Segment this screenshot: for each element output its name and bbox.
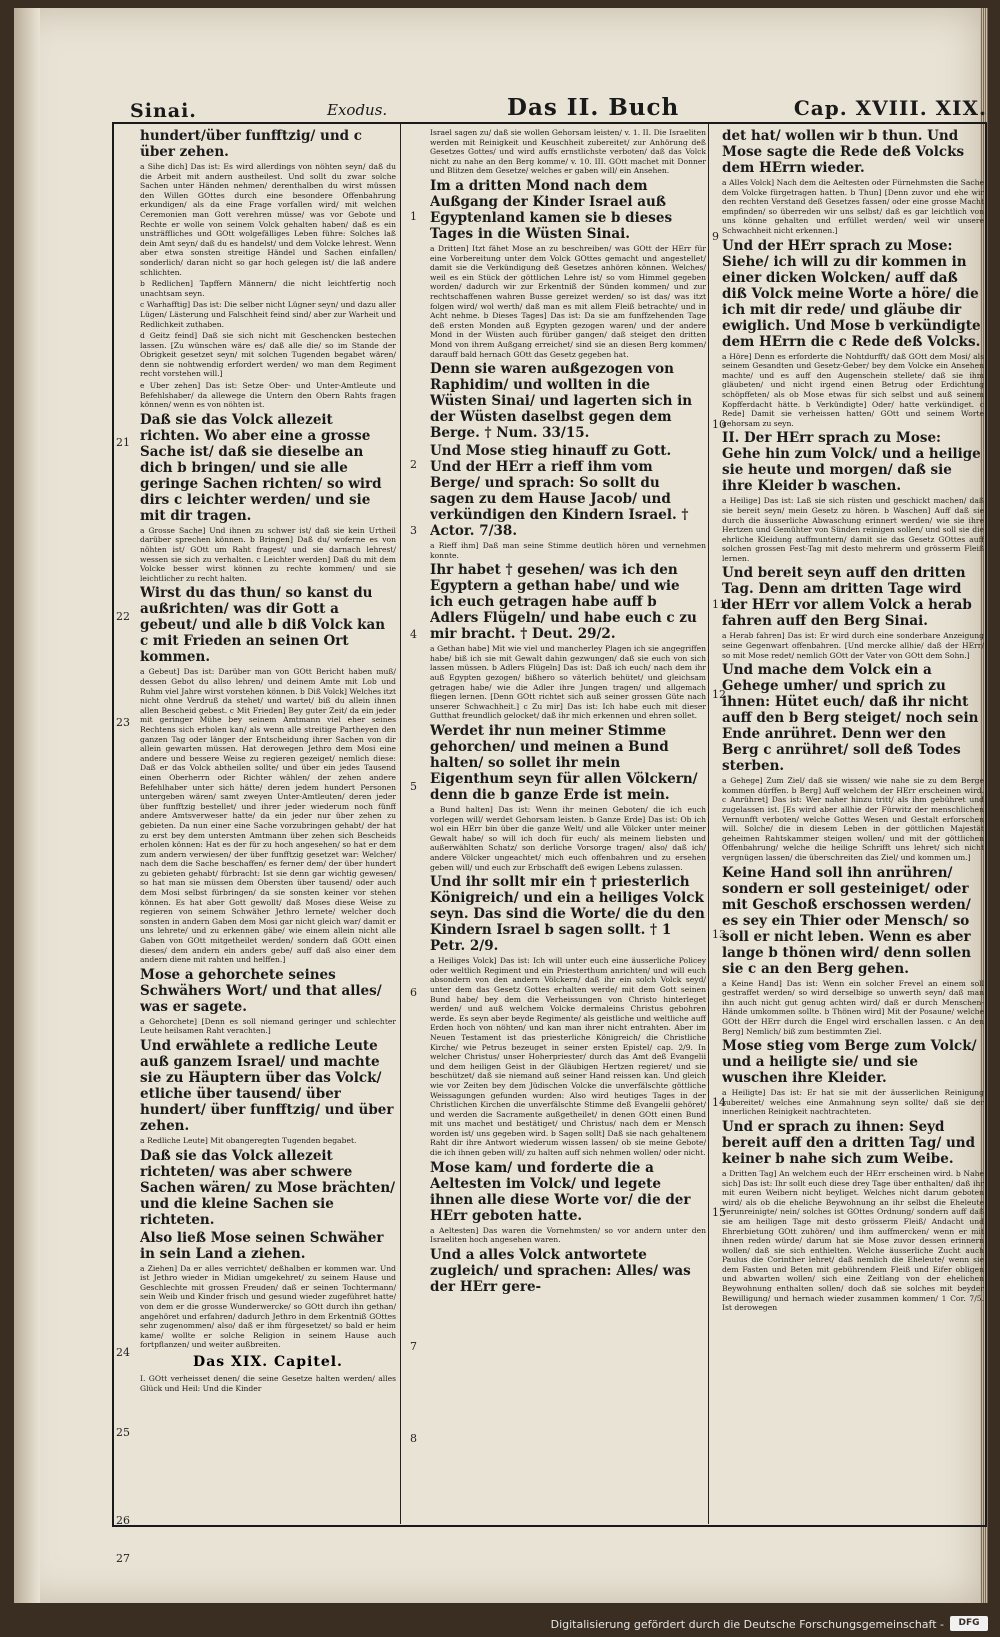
footnote: d Geitz feind] Daß sie sich nicht mit Geschencken bestechen lassen. [Zu wünschen wäre es/ daß alle die/ so im Stande der Obrigkeit gesetzet seyn/ mit solchen Tugenden begabet wären/ denn sie nohtwendig erfordert werden/ wo man dem Regiment recht vorstehen will.] [140,331,396,379]
verse-text: Ihr habet † gesehen/ was ich den Egyptern a gethan habe/ und wie ich euch getragen habe auff b Adlers Flügeln/ und habe euch c zu mir bracht. † Deut. 29/2. [430,562,697,643]
verse-text: Und er sprach zu ihnen: Seyd bereit auff den a dritten Tag/ und keiner b nahe sich zum Weibe. [722,1118,976,1167]
verse-text: Und ihr sollt mir ein † priesterlich Königreich/ und ein a heiliges Volck seyn. Das sind die Worte/ die du den Kindern Israel b sagen sollt. † 1 Petr. 2/9. [430,874,705,955]
text-column-middle [430,128,706,1520]
verse-text: II. Der HErr sprach zu Mose: Gehe hin zum Volck/ und a heilige sie heute und morgen/ daß sie ihre Kleider b waschen. [722,430,981,495]
verse-number: 24 [116,1346,130,1359]
footnote: a Gethan habe] Mit wie viel und mancherley Plagen ich sie angegriffen habe/ biß ich sie mit Gewalt dahin gezwungen/ daß sie euch von sich lassen müssen. b Adlers Flügeln] Das ist: Daß ich euch/ nach dem ihr auß Egypten gezogen/ bißhero so väterlich behütet/ und gleichsam getragen habe/ wie die Adler ihre Jungen tragen/ und allgemach fliegen lernen. [Denn GOtt richtet sich auß seiner grossen Güte nach unserer Schwachheit.] c Zu mir] Das ist: Ich habe euch mit dieser Gutthat freundlich gelocket/ daß ihr mich erkennen und ehren sollet. [430,644,706,721]
verse-number: 11 [712,598,726,611]
page-binding [14,8,40,1603]
footnote: a Dritten Tag] An welchem euch der HErr erscheinen wird. b Nahe sich] Das ist: Ihr sollt euch diese drey Tage über enthalten/ daß ihr mit euren Weibern nicht beyliget. Welches nicht darum geboten wird/ als ob die eheliche Beywohnung an ihr selbst die Eheleute verunreinigte/ nein/ solches ist GOttes Ordnung/ sondern auff daß sie am heiligen Tage mit desto grösserm Fleiß/ Andacht und Ehrerbietung GOtt zuhören/ und ihm auffmercken/ wenn er mit ihnen reden würde/ darum hat sie Mose zuvor dessen erinnern wollen/ daß sie sich enthielten. Welche äusserliche Zucht auch Paulus die Corinther lehret/ daß nemlich die Eheleute/ wenn sie dem Fasten und Beten mit gebührendem Fleiß und Eifer obligen und abwarten wollen/ sich eine Zeitlang von der ehelichen Beywohnung enthalten sollen/ doch daß sie solches mit beyder Bewilligung/ und hernach wieder zusammen kommen/ 1 Cor. 7/5. Ist derowegen [722,1168,984,1313]
verse-text: Daß sie das Volck allezeit richteten/ was aber schwere Sachen wären/ zu Mose brächten/ und die kleine Sachen sie richteten. [140,1147,396,1228]
verse-number: 21 [116,436,130,449]
verse-number: 4 [410,628,417,641]
footnote: a Redliche Leute] Mit obangeregten Tugenden begabet. [140,1136,357,1145]
footnote: a Heiligte] Das ist: Er hat sie mit der äusserlichen Reinigung zubereitet/ welches eine Anmahnung seyn sollte/ daß sie der innerlichen Reinigkeit nachtrachteten. [722,1088,984,1117]
verse-text: det hat/ wollen wir b thun. Und Mose sagte die Rede deß Volcks dem HErrn wieder. [722,128,965,176]
verse-number: 22 [116,610,130,623]
verse-number: 23 [116,716,130,729]
verse-text: Und der HErr sprach zu Mose: Siehe/ ich will zu dir kommen in einer dicken Wolcken/ auff daß diß Volck meine Worte a höre/ die ich mit dir rede/ und gläube dir ewiglich. Und Mose b verkündigte dem HErrn die c Rede deß Volcks. [722,237,981,350]
verse-text: Im a dritten Mond nach dem Außgang der Kinder Israel auß Egyptenland kamen sie b dieses Tages in die Wüsten Sinai. [430,177,673,242]
footnote: a Dritten] Itzt fähet Mose an zu beschreiben/ was GOtt der HErr für eine Vorbereitung unter dem Volck GOttes gemacht und angestellet/ damit sie die Verkündigung deß Gesetzes anhören können. Welches/ weil es ein Stück der göttlichen Lehre ist/ so vom Himmel gegeben worden/ dadurch wir zur Erkentniß der Sünden kommen/ und zur rechtschaffenen wahren Busse gereizet werden/ so ist das/ was itzt folgen wird/ wol werth/ daß man es mit allem Fleiß betrachte/ und in Acht nehme. b Dieses Tages] Das ist: Da sie am funffzehenden Tage deß ersten Monden auß Egypten gezogen waren/ und der andere Mond in der Wüsten auch fürüber gangen/ daß steiget den dritten Mond von ihrem Außgang erreichet/ sind sie an diesen Berg kommen/ darauff bald hernach GOtt das Gesetz gegeben hat. [430,243,706,359]
verse-text: hundert/über funfftzig/ und c über zehen. [140,128,363,160]
verse-number: 27 [116,1552,130,1565]
verse-number: 8 [410,1432,417,1445]
verse-number: 15 [712,1206,726,1219]
verse-text: Mose kam/ und forderte die a Aeltesten im Volck/ und legete ihnen alle diese Worte vor/ die der HErr geboten hatte. [430,1159,691,1224]
verse-number: 3 [410,524,417,537]
verse-number: 6 [410,986,417,999]
footnote: a Rieff ihm] Daß man seine Stimme deutlich hören und vernehmen konnte. [430,541,706,560]
chapter-summary: I. GOtt verheisset denen/ die seine Gesetze halten werden/ alles Glück und Heil: Und die Kinder [140,1373,396,1393]
verse-number: 26 [116,1514,130,1527]
verse-text: Also ließ Mose seinen Schwäher in sein Land a ziehen. [140,1229,384,1262]
footer-credit: Digitalisierung gefördert durch die Deutsche Forschungsgemeinschaft - [550,1618,944,1631]
text-column-right [722,128,984,1520]
footnote: a Heiliges Volck] Das ist: Ich will unter euch eine äusserliche Policey oder weltlich Regiment und ein Priesterthum anrichten/ und will euch absondern von den andern Völckern/ daß ihr ein solch Volck seyd/ unter dem das Gesetz Gottes erhalten werde/ mit dem Gott seinen Bund habe/ bey dem die Verheissungen von Christo hinterleget werden/ und auß welchem Volcke dermaleins Christus gebohren werde. Es seyn aber beyde Regimente/ als geistliche und weltliche auff Erden hoch von nöhten/ und kan man ihrer nicht entrahten. Aber im Neuen Testament ist das priesterliche Königreich/ die Christliche Kirche/ wie Petrus bezeuget in seiner ersten Epistel/ cap. 2/9. In welcher Christus/ unser Hoherpriester/ durch das Amt deß Evangelii und dem heiligen Geist in der Gläubigen Hertzen regieret/ und sie beschützet/ daß sie niemand auß seiner Hand reissen kan. Und gleich wie vor Zeiten bey dem Jüdischen Volcke die unverfälschte göttliche Weissagungen gefunden wurden: Also wird heutiges Tages in der Christlichen Kirchen die unverfälschte Stimme deß Evangelii gehöret/ und werden die Sacramente außgetheilet/ in denen GOtt einen Bund mit uns machet und bestätiget/ und Christus/ nach dem er Mensch worden ist/ uns gegeben wird. b Sagen sollt] Daß sie nach gehaltenem Raht dir ihre Antwort wiederum wissen lassen/ ob sie meine Gebote/ die ich ihnen geben will/ zu halten auff sich nehmen wollen/ oder nicht. [430,956,706,1158]
verse-number: 13 [712,928,726,941]
verse-text: Daß sie das Volck allezeit richten. Wo aber eine a grosse Sache ist/ daß sie dieselbe an dich b bringen/ und sie alle geringe Sachen richten/ so wird dirs c leichter werden/ und sie mit dir tragen. [140,411,382,524]
verse-text: Denn sie waren außgezogen von Raphidim/ und wollten in die Wüsten Sinai/ und lagerten sich in der Wüsten daselbst gegen dem Berge. † Num. 33/15. [430,361,693,442]
footnote: a Heilige] Das ist: Laß sie sich rüsten und geschickt machen/ daß sie bereit seyn/ mein Gesetz zu hören. b Waschen] Auff daß sie durch die äusserliche Abwaschung erinnert werden/ wie sie ihre Hertzen und Gemühter von Sünden reinigen sollen/ und soll sie die ehrliche Kleidung auffmuntern/ damit sie das Gesetz GOttes auff solchen grossen Fest-Tag mit desto mehrerm und grösserm Fleiß lernen. [722,496,984,563]
verse-number: 10 [712,418,726,431]
verse-number: 25 [116,1426,130,1439]
footnote: a Ziehen] Da er alles verrichtet/ deßhalben er kommen war. Und ist Jethro wieder in Midian umgekehret/ zu seinem Hause und Geschlechte mit grossen Freuden/ daß er seinen Tochtermann/ sein Weib und Kinder frisch und gesund wieder zugeführet hatte/ von dem er die grosse Wunderwercke/ so GOtt durch ihn gethan/ angehöret und erfahren/ dadurch Jethro in dem Erkentniß GOttes sehr zugenommen/ also/ daß er ihm fürgesetzet/ so bald er heim kame/ wollte er solche Religion in seinem Hause auch fortpflanzen/ und weiter außbreiten. [140,1263,396,1350]
footnote: a Alles Volck] Nach dem die Aeltesten oder Fürnehmsten die Sache dem Volcke fürgetragen hatten. b Thun] [Denn zuvor und ehe wir den rechten Verstand deß Gesetzes fassen/ oder eine grosse Macht empfinden/ so überreden wir uns selbst/ daß es gar leichtlich von uns könne gehalten und erfüllet werden/ weil wir unsere Schwachheit nicht erkennen.] [722,178,984,235]
footnote: a Herab fahren] Das ist: Er wird durch eine sonderbare Anzeigung seine Gegenwart offenbahren. [Und mercke allhie/ daß der HErr/ so mit Mose redet/ nemlich GOtt der Vater von GOtt dem Sohn.] [722,631,984,660]
footnote: a Gehege] Zum Ziel/ daß sie wissen/ wie nahe sie zu dem Berge kommen dürffen. b Berg] Auff welchem der HErr erscheinen wird. c Anrühret] Das ist: Wer naher hinzu tritt/ als ihm gebühret und zugelassen ist. [Es wird aber allhie der Fürwitz der menschlichen Vernunfft verboten/ welche Gottes Wesen und Gestalt erforschen will. Solche/ die in diesem Leben in der göttlichen Majestät geheimen Rahtskammer steigen wollen/ und mit der göttlichen Offenbahrung/ welche die heilige Schrifft uns lehret/ sich nicht vergnügen lassen/ die überschreiten das Ziel/ und kommen um.] [722,776,984,862]
verse-text: Keine Hand soll ihn anrühren/ sondern er soll gesteiniget/ oder mit Geschoß erschossen werden/ es sey ein Thier oder Mensch/ so soll er nicht leben. Wenn es aber lange b thönen wird/ denn sollen sie c an den Berg gehen. [722,864,972,977]
verse-number: 14 [712,1096,726,1109]
footnote: a Gehorchete] [Denn es soll niemand geringer und schlechter Leute heilsamen Raht verachten.] [140,1016,396,1036]
running-header [112,94,987,122]
chapter-heading: Das XIX. Capitel. [193,1353,343,1370]
header-chapter: Cap. XVIII. XIX. [793,96,987,120]
text-column-left [140,128,396,1520]
verse-number: 5 [410,780,417,793]
header-place: Sinai. [130,100,197,122]
verse-text: Und mache dem Volck ein a Gehege umher/ und sprich zu ihnen: Hütet euch/ daß ihr nicht auff den b Berg steiget/ noch sein Ende anrühret. Denn wer den Berg c anrühret/ soll deß Todes sterben. [722,662,979,775]
digitization-footer [0,1612,1000,1637]
verse-number: 7 [410,1340,417,1353]
footnote: e Uber zehen] Das ist: Setze Ober- und Unter-Amtleute und Befehlshaber/ da allewege die Untern den Obern Rahts fragen können/ wenn es von nöhten ist. [140,381,396,410]
footnote: a Aeltesten] Das waren die Vornehmsten/ so vor andern unter den Israeliten hoch angesehen waren. [430,1225,706,1245]
footnote: a Bund halten] Das ist: Wenn ihr meinen Geboten/ die ich euch vorlegen will/ werdet Gehorsam leisten. b Ganze Erde] Das ist: Ob ich wol ein HErr bin über die ganze Welt/ und alle Völcker unter meiner Gewalt habe/ so will ich doch für euch/ als meinem liebsten und außerwählten Schatz/ son derliche Vorsorge tragen/ also/ daß ich/ andere Völcker ungeachtet/ mich euch offenbahren und zu ersehen geben will/ und euch zur Erbschafft deß ewigen Lebens zulassen. [430,805,706,872]
header-book-name: Exodus. [327,101,388,119]
footnote: a Keine Hand] Das ist: Wenn ein solcher Frevel an einem soll gestraffet werden/ so wird derselbige so unwerth seyn/ daß man ihn auch nicht gut genug achten wird/ daß er durch Menschen-Hände umkommen sollte. b Thönen wird] Mit der Posaune/ welche GOtt der HErr durch die Engel wird erschallen lassen. c An den Berg] Nemlich/ biß zum bestimmten Ziel. [722,978,984,1036]
dfg-logo-icon: DFG [950,1616,988,1631]
verse-text: Wirst du das thun/ so kanst du außrichten/ was dir Gott a gebeut/ und alle b diß Volck kan c mit Frieden an seinen Ort kommen. [140,585,386,666]
footnote: a Grosse Sache] Und ihnen zu schwer ist/ daß sie kein Urtheil darüber sprechen können. b Bringen] Daß du/ woferne es von nöhten ist/ GOtt um Raht fragest/ und sie darnach lehrest/ wessen sie sich zu verhalten. c Leichter werden] Daß du mit dem Volcke besser wirst können zu rechte kommen/ und sie leichtlicher zu recht halten. [140,525,396,583]
footnote: a Gebeut] Das ist: Darüber man von GOtt Bericht haben muß/ dessen Gebot du allso lehren/ und deinem Amte mit Lob und Ruhm viel Jahre wirst vorstehen können. b Diß Volck] Welches itzt nicht ohne Verdruß da stehet/ und wartet/ biß du allein ihnen allen Bescheid gebest. c Mit Frieden] Bey guter Zeit/ da ein jeder mit geringer Mühe bey seinem Amtmann viel eher seines Rechtens sich erholen kan/ als wenn alle streitige Partheyen den ganzen Tag oder länger der Entscheidung ihrer Sachen von dir allein gewarten müssen. Hat derowegen Jethro dem Mosi eine andere und bessere Weise zu regieren gezeiget/ nemlich diese: Daß er das Volck abtheilen sollte/ und über ein jedes Tausend einen Oberherrn oder Richter wählen/ der zehen andere Befehlhaber unter sich hätte/ deren jedem hundert Personen untergeben wären/ samt zweyen Unter-Amtleuten/ deren jeder über funfftzig bestellet/ und ihrer jeder wiederum noch fünff andere Amtsverweser hatte/ da ein jeder nur über zehen zu gebieten. Da nun einer eine Sache vorzubringen gehabt/ der hat zu erst bey dem untersten Amtmann über zehen sich Bescheids erholen können: Hat es der für zu hoch angesehen/ so hat er dem zum andern verwiesen/ der über funfftzig gesetzet war: Welcher/ nach dem die Sache beschaffen/ es ferner dem/ der über hundert zu gebieten gehabt/ fürbracht: Ist sie denn gar wichtig gewesen/ so hat man sie müssen dem Obersten über tausend/ oder auch dem Mosi selbst fürbringen/ da sie sonsten keiner vor stehen können. Es hat aber Gott gewollt/ daß Moses diese Weise zu regieren von seinem Schwäher Jethro lernete/ welcher doch sonsten in andern Gaben dem Mosi gar nicht gleich war/ damit er uns lehrete/ und zu erkennen gäbe/ wie einem allein nicht alle Gaben von GOtt mitgetheilet werden/ sondern daß GOtt einen dieses/ dem andern ein anders gebe/ auff daß also einer dem andern diene mit rahten und helffen.] [140,667,396,965]
footnote: a Höre] Denn es erforderte die Nohtdurfft/ daß GOtt dem Mosi/ als seinem Gesandten und Gesetz-Geber/ bey dem Volcke ein Ansehen machte/ und es auff den Augenschein stellete/ daß sie ihm gläubeten/ und nicht irgend einen Betrug oder Erdichtung schöpffeten/ als ob Mose etwas für sich selbst und auß seinem Kopfferdacht hätte. b Verkündigte] Oder/ hatte verkündiget. c Rede] Damit sie verheissen hatten/ GOtt und seinem Worte gehorsam zu seyn. [722,351,984,428]
column-rule [708,124,709,1524]
verse-text: Und bereit seyn auff den dritten Tag. Denn am dritten Tage wird der HErr vor allem Volck a herab fahren auff den Berg Sinai. [722,565,972,630]
verse-number: 9 [712,230,719,243]
column-rule [400,124,401,1524]
verse-text: Werdet ihr nun meiner Stimme gehorchen/ und meinen a Bund halten/ so sollet ihr mein Eigenthum seyn für allen Völckern/ denn die b ganze Erde ist mein. [430,723,698,804]
footnote: b Redlichen] Tapffern Männern/ die nicht leichtfertig noch unachtsam seyn. [140,279,396,298]
verse-text: Und Mose stieg hinauff zu Gott. Und der HErr a rieff ihm vom Berge/ und sprach: So sollt du sagen zu dem Hause Jacob/ und verkündigen den Kindern Israel. † Actor. 7/38. [430,443,689,540]
footnote: c Warhafftig] Das ist: Die selber nicht Lügner seyn/ und dazu aller Lügen/ Lästerung und Falschheit feind sind/ aber zur Warheit und Redlichkeit zuthaben. [140,300,396,329]
verse-number: 12 [712,688,726,701]
verse-text: Und erwählete a redliche Leute auß ganzem Israel/ und machte sie zu Häuptern über das Volck/ etliche über tausend/ über hundert/ über funfftzig/ und über zehen. [140,1038,394,1134]
verse-text: Mose stieg vom Berge zum Volck/ und a heiligte sie/ und sie wuschen ihre Kleider. [722,1038,977,1087]
verse-number: 1 [410,210,417,223]
verse-text: Mose a gehorchete seines Schwähers Wort/ und that alles/ was er sagete. [140,966,382,1015]
header-title: Das II. Buch [507,94,680,121]
chapter-summary: Israel sagen zu/ daß sie wollen Gehorsam leisten/ v. 1. II. Die Israeliten werden mit Reinigkeit und Keuschheit zubereitet/ zur Anhörung deß Gesetzes Gottes/ und wird auffs ernstlichste verboten/ daß das Volck nicht zu nahe an den Berg komme/ v. 10. III. GOtt machet mit Donner und Blitzen dem Gesetze/ welches er gaben will/ ein Ansehen. [430,128,706,176]
footnote: a Sihe dich] Das ist: Es wird allerdings von nöhten seyn/ daß du die Arbeit mit andern austheilest. Und sollt du zwar solche Sachen unter Händen nehmen/ derenthalben du wirst müssen den Willen GOttes durch eine besondere Offenbahrung erkundigen/ als da eine Frage vorfallen wird/ mit welchen Ceremonien man Gott verehren müsse/ was vor Gebote und Rechte er wolle von seinem Volck gehalten haben/ daß es ein unsträffliches und GOtt wolgefälliges Leben führe: Solches laß dein Amt seyn/ daß du es handelst/ und dem Volcke lehrest. Wenn aber etwa sonsten streitige Händel und Sachen einfallen/ sonderlich/ daran nicht so gar hoch gelegen ist/ die laß andere schlichten. [140,162,396,277]
verse-text: Und a alles Volck antwortete zugleich/ und sprachen: Alles/ was der HErr gere- [430,1246,691,1295]
verse-number: 2 [410,458,417,471]
